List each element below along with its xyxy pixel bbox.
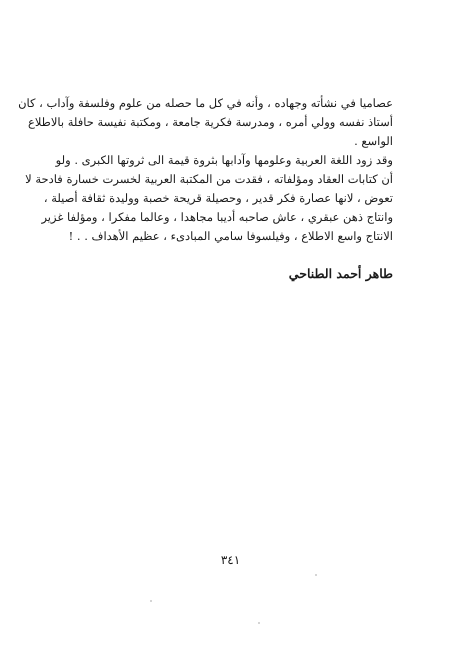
paragraph-1-line-3: الواسع . (354, 134, 393, 148)
page-number: ٣٤١ (220, 553, 241, 567)
paragraph-2-line-1: وقد زود اللغة العربية وعلومها وآدابها بثروة قيمة الى ثروتها الكبرى . ولو (55, 153, 393, 167)
scan-speck (258, 622, 260, 624)
paragraph-2-line-4: وانتاج ذهن عبقري ، عاش صاحبه أديبا مجاهدا ، وعالما مفكرا ، ومؤلفا غزير (41, 210, 393, 224)
paragraph-2 (25, 151, 393, 246)
scan-speck (315, 574, 317, 576)
paragraph-1 (18, 94, 393, 151)
scan-speck (150, 600, 152, 602)
paragraph-1-line-1: عصاميا في نشأته وجهاده ، وأنه في كل ما حصله من علوم وفلسفة وآداب ، كان (18, 96, 393, 110)
paragraph-1-line-2: أستاذ نفسه وولي أمره ، ومدرسة فكرية جامعة ، ومكتبة نفيسة حافلة بالاطلاع (27, 115, 393, 129)
paragraph-2-line-2: أن كتابات العقاد ومؤلفاته ، فقدت من المكتبة العربية لخسرت خسارة فادحة لا (25, 172, 393, 186)
author-signature: طاهر أحمد الطناحي (288, 266, 393, 281)
paragraph-2-line-3: تعوض ، لانها عصارة فكر قدير ، وحصيلة قريحة خصبة ووليدة ثقافة أصيلة ، (43, 191, 393, 205)
paragraph-2-line-5: الانتاج واسع الاطلاع ، وفيلسوفا سامي المبادىء ، عظيم الأهداف . . ! (68, 229, 393, 243)
